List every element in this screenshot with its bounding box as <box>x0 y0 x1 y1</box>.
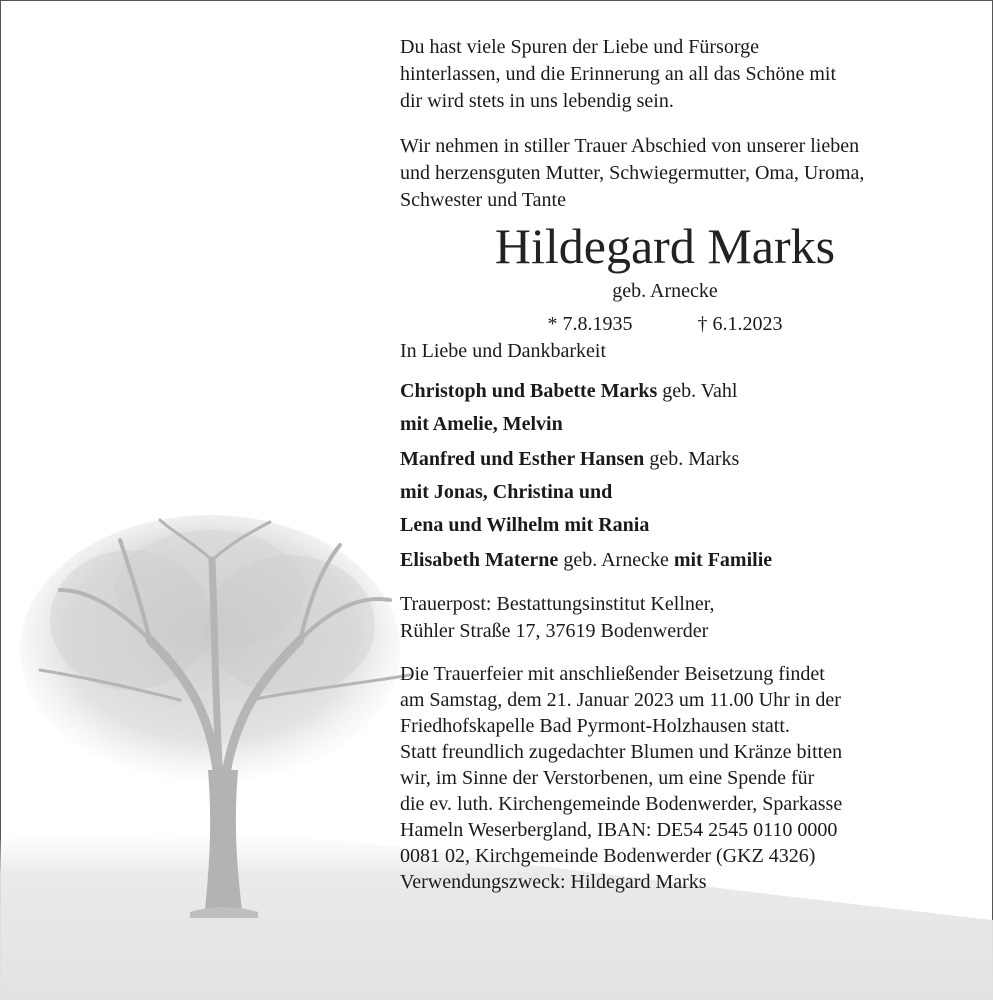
maiden-name: geb. Vahl <box>662 380 738 402</box>
farewell-line: Schwester und Tante <box>400 189 566 211</box>
family-names: Elisabeth Materne <box>400 549 559 571</box>
family-children: Lena und Wilhelm mit Rania <box>400 514 650 536</box>
birth-date: * 7.8.1935 <box>547 313 633 335</box>
family-names: Manfred und Esther Hansen <box>400 448 645 470</box>
ceremony-line: wir, im Sinne der Verstorbenen, um eine Spende für <box>400 767 815 789</box>
notice-text-column <box>400 34 960 895</box>
farewell-line: und herzensguten Mutter, Schwiegermutter, Oma, Uroma, <box>400 162 865 184</box>
family-group <box>400 443 960 542</box>
mourning-address <box>400 591 960 645</box>
ceremony-info <box>400 661 960 895</box>
family-names: Christoph und Babette Marks <box>400 380 658 402</box>
family-list <box>400 375 960 577</box>
ceremony-line: Die Trauerfeier mit anschließender Beisetzung findet <box>400 663 825 685</box>
ceremony-line: Hameln Weserbergland, IBAN: DE54 2545 0110 0000 <box>400 819 838 841</box>
family-children: mit Jonas, Christina und <box>400 481 613 503</box>
family-children: mit Amelie, Melvin <box>400 413 563 435</box>
address-line: Rühler Straße 17, 37619 Bodenwerder <box>400 620 709 642</box>
intro-line: Du hast viele Spuren der Liebe und Fürsorge <box>400 36 759 58</box>
address-line: Trauerpost: Bestattungsinstitut Kellner, <box>400 593 715 615</box>
death-date: † 6.1.2023 <box>697 313 783 335</box>
ceremony-line: Verwendungszweck: Hildegard Marks <box>400 871 707 893</box>
ceremony-line: am Samstag, dem 21. Januar 2023 um 11.00 Uhr in der <box>400 689 841 711</box>
birth-name: geb. Arnecke <box>612 280 718 302</box>
intro-verse <box>400 34 960 115</box>
farewell-text <box>400 133 960 214</box>
family-suffix: mit Familie <box>673 549 773 571</box>
thanks-line: In Liebe und Dankbarkeit <box>400 340 607 362</box>
intro-line: dir wird stets in uns lebendig sein. <box>400 90 674 112</box>
deceased-name: Hildegard Marks <box>494 218 836 274</box>
family-group <box>400 544 960 577</box>
life-dates <box>400 311 930 338</box>
family-group <box>400 375 960 441</box>
ceremony-line: die ev. luth. Kirchengemeinde Bodenwerder, Sparkasse <box>400 793 843 815</box>
maiden-name: geb. Marks <box>649 448 740 470</box>
farewell-line: Wir nehmen in stiller Trauer Abschied von unserer lieben <box>400 135 860 157</box>
ceremony-line: 0081 02, Kirchgemeinde Bodenwerder (GKZ 4326) <box>400 845 816 867</box>
intro-line: hinterlassen, und die Erinnerung an all das Schöne mit <box>400 63 837 85</box>
ceremony-line: Friedhofskapelle Bad Pyrmont-Holzhausen statt. <box>400 715 790 737</box>
ceremony-line: Statt freundlich zugedachter Blumen und Kränze bitten <box>400 741 843 763</box>
maiden-name: geb. Arnecke <box>563 549 669 571</box>
